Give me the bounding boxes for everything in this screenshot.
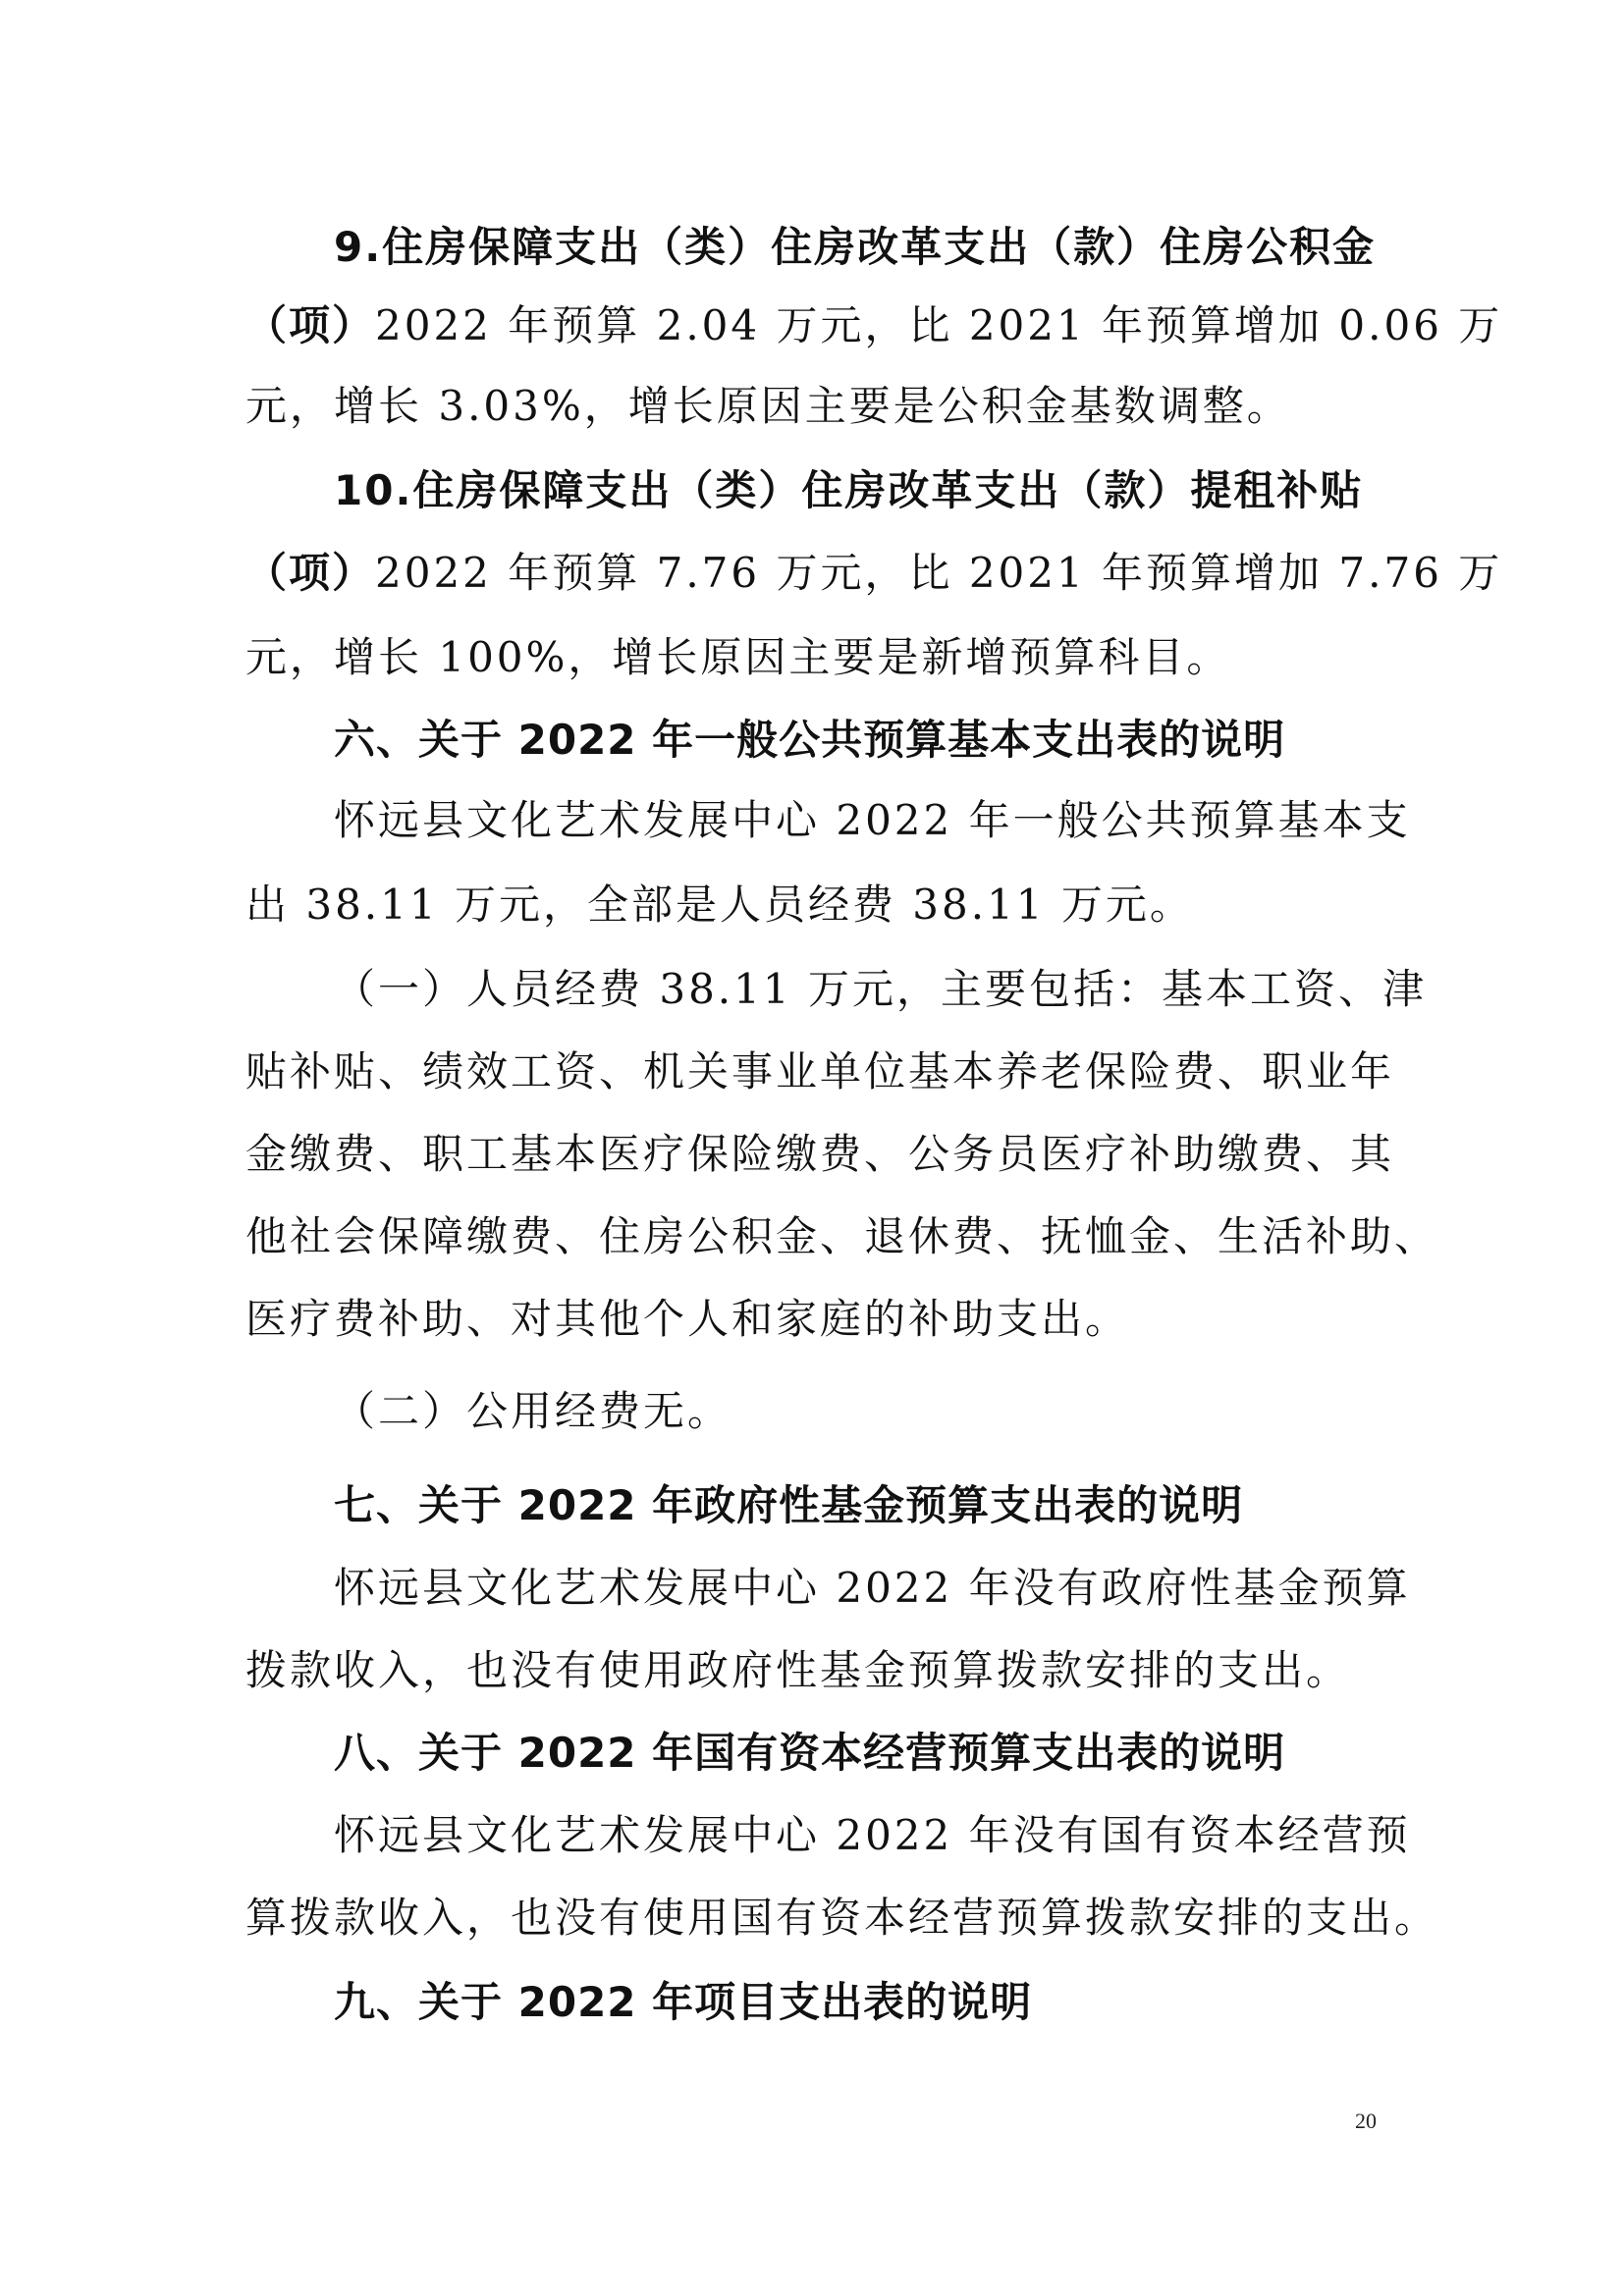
item10-title: 10.住房保障支出（类）住房改革支出（款）提租补贴 bbox=[334, 466, 1364, 514]
page-number: 20 bbox=[1355, 2109, 1377, 2133]
section6-heading: 六、关于 2022 年一般公共预算基本支出表的说明 bbox=[334, 716, 1286, 764]
item9-title-suffix: （项） bbox=[245, 301, 376, 349]
item9-line3: 元，增长 3.03%，增长原因主要是公积金基数调整。 bbox=[245, 382, 1291, 430]
item10-line3: 元，增长 100%，增长原因主要是新增预算科目。 bbox=[245, 633, 1231, 681]
item10-line2 bbox=[245, 544, 1502, 603]
section6-para2-line1: （一）人员经费 38.11 万元，主要包括：基本工资、津 bbox=[334, 965, 1427, 1013]
section8-para-line2: 算拨款收入，也没有使用国有资本经营预算拨款安排的支出。 bbox=[245, 1894, 1439, 1942]
item9-line2 bbox=[245, 296, 1502, 355]
section6-para1-line1: 怀远县文化艺术发展中心 2022 年一般公共预算基本支 bbox=[334, 796, 1411, 844]
section6-para1-line2: 出 38.11 万元，全部是人员经费 38.11 万元。 bbox=[245, 881, 1194, 929]
section7-para-line1: 怀远县文化艺术发展中心 2022 年没有政府性基金预算 bbox=[334, 1564, 1411, 1612]
section7-para-line2: 拨款收入，也没有使用政府性基金预算拨款安排的支出。 bbox=[245, 1646, 1351, 1694]
section7-heading: 七、关于 2022 年政府性基金预算支出表的说明 bbox=[334, 1481, 1244, 1529]
section6-para2-line5: 医疗费补助、对其他个人和家庭的补助支出。 bbox=[245, 1295, 1130, 1343]
section6-para3: （二）公用经费无。 bbox=[334, 1387, 732, 1435]
item10-budget-text: 2022 年预算 7.76 万元，比 2021 年预算增加 7.76 万 bbox=[375, 549, 1503, 597]
item9-title: 9.住房保障支出（类）住房改革支出（款）住房公积金 bbox=[334, 223, 1377, 271]
item9-budget-text: 2022 年预算 2.04 万元，比 2021 年预算增加 0.06 万 bbox=[375, 301, 1503, 349]
section8-para-line1: 怀远县文化艺术发展中心 2022 年没有国有资本经营预 bbox=[334, 1811, 1411, 1859]
section9-heading: 九、关于 2022 年项目支出表的说明 bbox=[334, 1978, 1033, 2026]
section8-heading: 八、关于 2022 年国有资本经营预算支出表的说明 bbox=[334, 1729, 1286, 1777]
section6-para2-line2: 贴补贴、绩效工资、机关事业单位基本养老保险费、职业年 bbox=[245, 1047, 1395, 1095]
item10-title-suffix: （项） bbox=[245, 549, 376, 597]
section6-para2-line3: 金缴费、职工基本医疗保险缴费、公务员医疗补助缴费、其 bbox=[245, 1130, 1395, 1178]
section6-para2-line4: 他社会保障缴费、住房公积金、退休费、抚恤金、生活补助、 bbox=[245, 1212, 1439, 1260]
